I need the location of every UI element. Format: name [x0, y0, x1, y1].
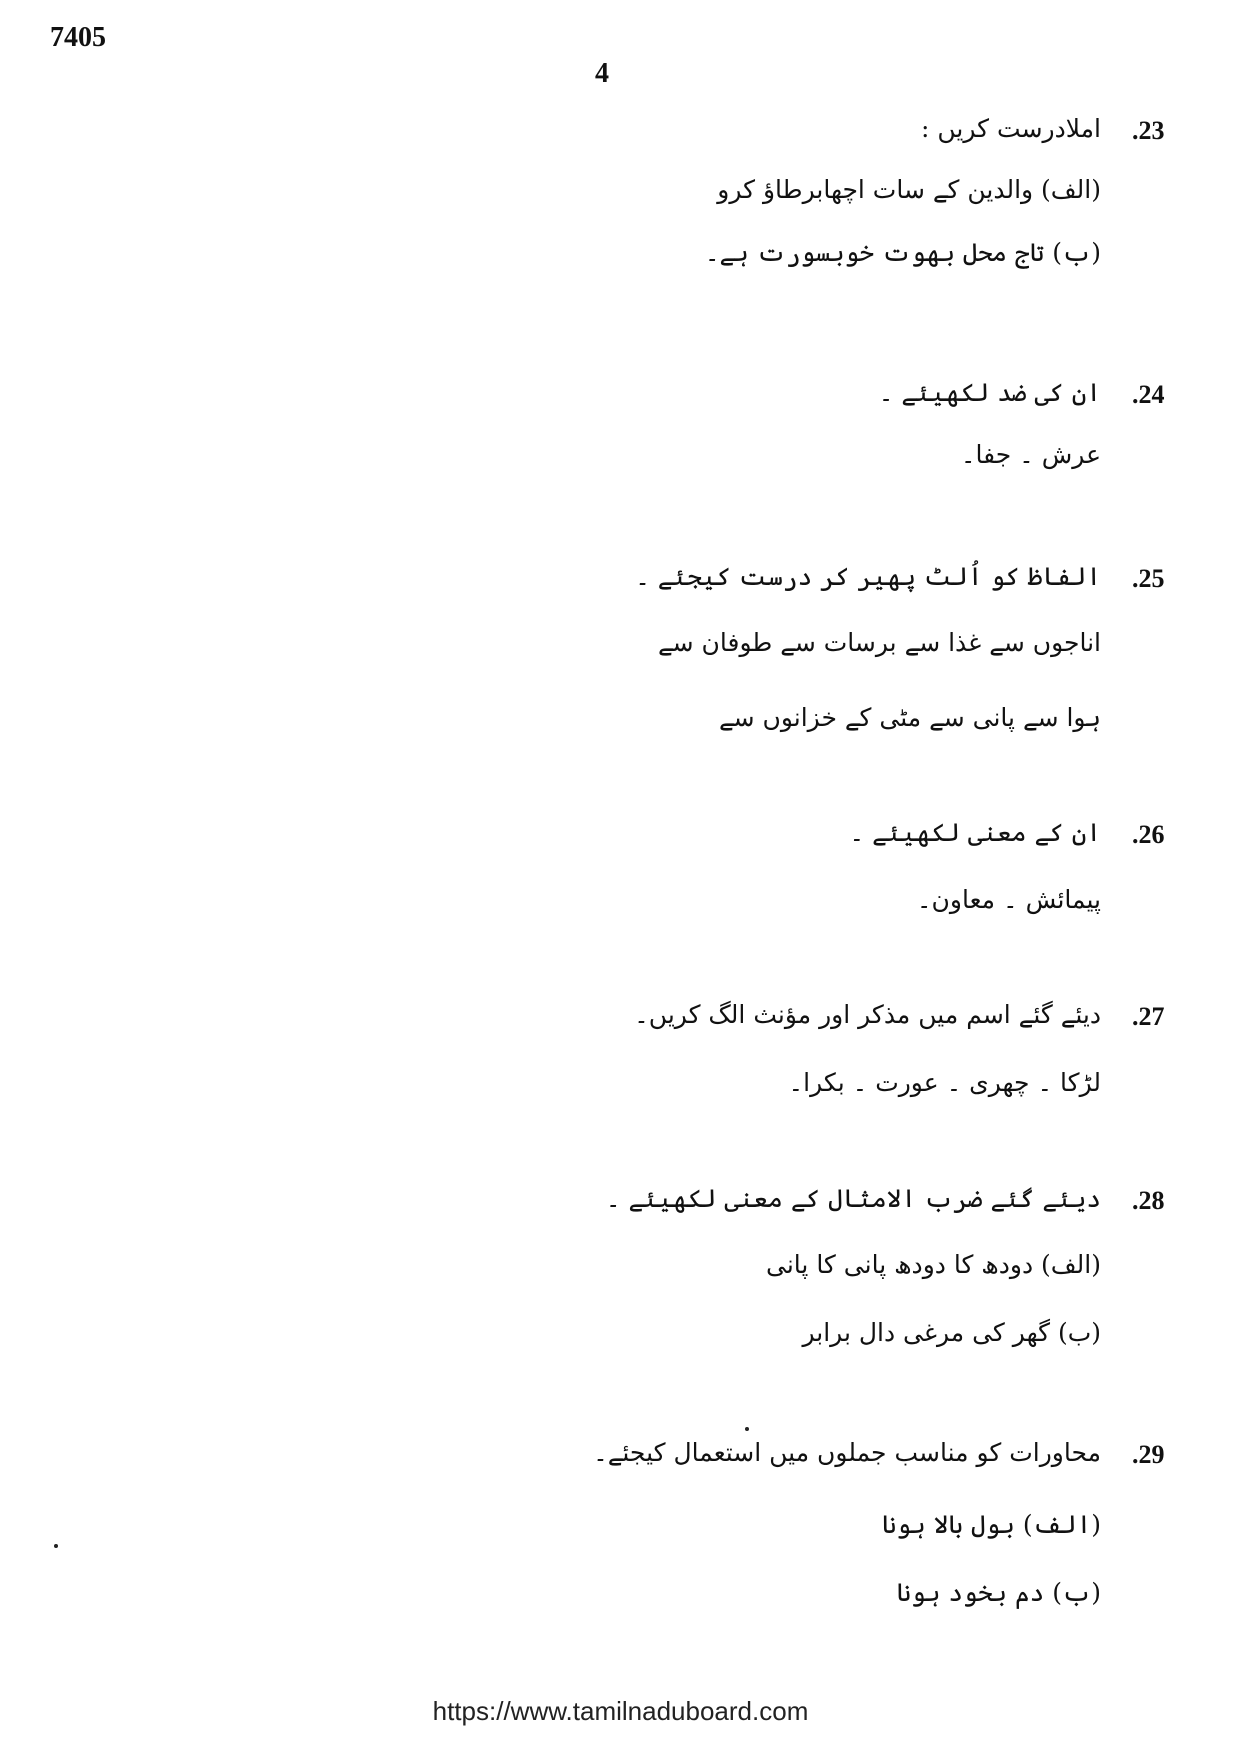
answer-line: اناجوں سے غذا سے برسات سے طوفان سے — [658, 628, 1101, 657]
question-number: .24 — [1132, 380, 1165, 409]
question-number: .28 — [1132, 1186, 1165, 1215]
paper-code: 7405 — [50, 22, 106, 53]
question-number: .25 — [1132, 564, 1165, 593]
question-text: دیئے گئے ضرب الامثال کے معنی لکھیئے ۔ — [605, 1184, 1101, 1213]
question-text: املادرست کریں : — [921, 114, 1101, 143]
question-text: دیئے گئے اسم میں مذکر اور مؤنث الگ کریں۔ — [634, 1000, 1101, 1029]
question-text: ان کے معنی لکھیئے ۔ — [849, 818, 1101, 847]
footer-url: https://www.tamilnaduboard.com — [432, 1696, 809, 1726]
page-number: 4 — [595, 58, 609, 89]
answer-line: پیمائش ۔ معاون۔ — [916, 885, 1101, 914]
answer-line: (الف) والدین کے سات اچھابرطاؤ کرو — [717, 175, 1101, 204]
answer-line: عرش ۔ جفا۔ — [960, 440, 1101, 469]
question-text: ان کی ضد لکھیئے ۔ — [878, 378, 1101, 407]
scan-speck — [745, 1427, 749, 1431]
answer-line: (الف) دودھ کا دودھ پانی کا پانی — [766, 1250, 1101, 1279]
question-number: .29 — [1132, 1440, 1165, 1469]
question-number: .26 — [1132, 820, 1165, 849]
answer-line: (ب) تاج محل بھوت خوبسورت ہے۔ — [704, 238, 1101, 267]
scan-speck — [54, 1544, 58, 1548]
question-text: محاورات کو مناسب جملوں میں استعمال کیجئے۔ — [593, 1438, 1101, 1467]
answer-line: لڑکا ۔ چھری ۔ عورت ۔ بکرا۔ — [788, 1068, 1101, 1097]
answer-line: ہوا سے پانی سے مٹی کے خزانوں سے — [718, 703, 1101, 732]
question-text: الفاظ کو اُلٹ پھیر کر درست کیجئے ۔ — [635, 562, 1101, 591]
answer-line: (ب) گھر کی مرغی دال برابر — [802, 1318, 1101, 1347]
question-number: .23 — [1132, 116, 1165, 145]
question-number: .27 — [1132, 1002, 1165, 1031]
answer-line: (الف) بول بالا ہونا — [881, 1510, 1101, 1539]
answer-line: (ب) دم بخود ہونا — [896, 1578, 1101, 1607]
